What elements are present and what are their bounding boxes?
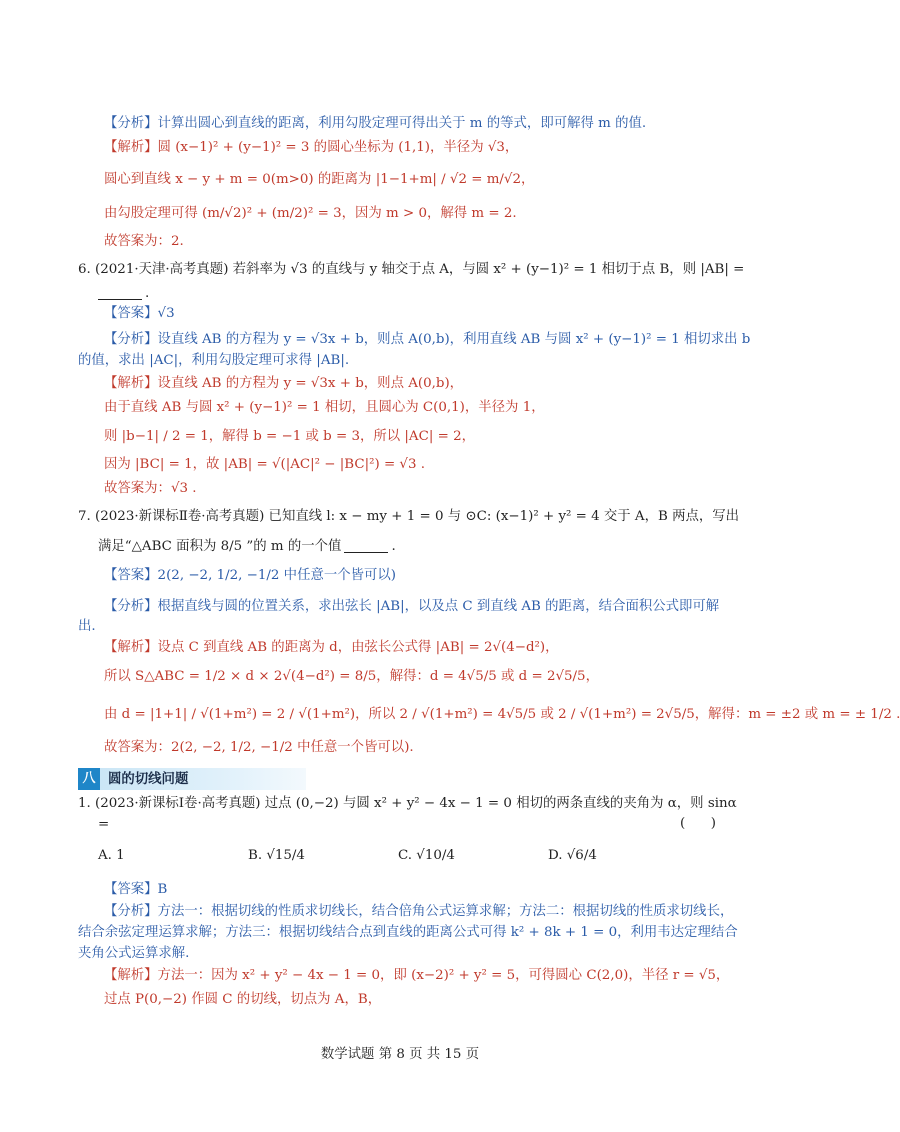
analysis-line: 【分析】根据直线与圆的位置关系，求出弦长 |AB|，以及点 C 到直线 AB 的距离，结合面积公式即可解 (104, 599, 720, 614)
choice-d: D. √6/4 (548, 848, 597, 863)
analysis-line: 结合余弦定理运算求解；方法三：根据切线结合点到直线的距离公式可得 k² + 8k + 1 = 0，利用韦达定理结合 (78, 925, 738, 940)
solution-line: 【解析】圆 (x−1)² + (y−1)² = 3 的圆心坐标为 (1,1)，半径为 √3， (104, 140, 519, 155)
question-1-text: 1. (2023·新课标Ⅰ卷·高考真题) 过点 (0,−2) 与圆 x² + y² − 4x − 1 = 0 相切的两条直线的夹角为 α，则 sinα (78, 796, 737, 811)
analysis-line: 【分析】计算出圆心到直线的距离，利用勾股定理可得出关于 m 的等式，即可解得 m 的值. (104, 116, 647, 131)
solution-line: 故答案为：2. (104, 234, 184, 249)
answer-parentheses: ( ) (680, 816, 716, 831)
answer-line: 【答案】2(2, −2, 1/2, −1/2 中任意一个皆可以) (104, 568, 397, 583)
solution-line: 因为 |BC| = 1，故 |AB| = √(|AC|² − |BC|²) = √3 . (104, 457, 425, 472)
solution-line: 故答案为：2(2, −2, 1/2, −1/2 中任意一个皆可以). (104, 740, 414, 755)
choice-c: C. √10/4 (398, 848, 455, 863)
page-footer: 数学试题 第 8 页 共 15 页 (320, 1047, 480, 1062)
solution-line: 由于直线 AB 与圆 x² + (y−1)² = 1 相切，且圆心为 C(0,1)，半径为 1， (104, 400, 545, 415)
solution-line: 【解析】设点 C 到直线 AB 的距离为 d，由弦长公式得 |AB| = 2√(4−d²)， (104, 640, 559, 655)
solution-line: 圆心到直线 x − y + m = 0(m>0) 的距离为 |1−1+m| / √2 = m/√2， (104, 172, 535, 187)
section-header (78, 768, 306, 790)
choice-a: A. 1 (98, 848, 125, 863)
analysis-line: 【分析】设直线 AB 的方程为 y = √3x + b，则点 A(0,b)，利用直线 AB 与圆 x² + (y−1)² = 1 相切求出 b (104, 332, 751, 347)
solution-line: 故答案为：√3 . (104, 481, 197, 496)
solution-line: 则 |b−1| / 2 = 1，解得 b = −1 或 b = 3，所以 |AC| = 2， (104, 429, 475, 444)
section-title: 圆的切线问题 (108, 771, 189, 787)
question-7-text: 7. (2023·新课标Ⅱ卷·高考真题) 已知直线 l: x − my + 1 = 0 与 ⊙C: (x−1)² + y² = 4 交于 A，B 两点，写出 (78, 509, 740, 524)
analysis-line: 【分析】方法一：根据切线的性质求切线长，结合倍角公式运算求解；方法二：根据切线的性质求切线长， (104, 904, 734, 919)
solution-line: 【解析】方法一：因为 x² + y² − 4x − 1 = 0，即 (x−2)² + y² = 5，可得圆心 C(2,0)，半径 r = √5， (104, 968, 730, 983)
question-6-text: 6. (2021·天津·高考真题) 若斜率为 √3 的直线与 y 轴交于点 A，与圆 x² + (y−1)² = 1 相切于点 B，则 |AB| = (78, 262, 745, 277)
analysis-line: 的值，求出 |AC|，利用勾股定理可求得 |AB|. (78, 353, 350, 368)
solution-line: 【解析】设直线 AB 的方程为 y = √3x + b，则点 A(0,b)， (104, 376, 464, 391)
question-1-text: = (98, 817, 110, 832)
solution-line: 由勾股定理可得 (m/√2)² + (m/2)² = 3，因为 m > 0，解得 m = 2. (104, 206, 517, 221)
answer-blank: . (98, 284, 149, 304)
solution-line: 由 d = |1+1| / √(1+m²) = 2 / √(1+m²)，所以 2 / √(1+m²) = 4√5/5 或 2 / √(1+m²) = 2√5/5，解得：m = ±2 或 m = ± 1/2 . (104, 707, 900, 722)
answer-line: 【答案】B (104, 882, 168, 897)
solution-line: 所以 S△ABC = 1/2 × d × 2√(4−d²) = 8/5，解得：d = 4√5/5 或 d = 2√5/5， (104, 669, 599, 684)
section-number: 八 (78, 768, 100, 790)
analysis-line: 出. (78, 619, 96, 634)
solution-line: 过点 P(0,−2) 作圆 C 的切线，切点为 A，B， (104, 992, 382, 1007)
choice-b: B. √15/4 (248, 848, 305, 863)
analysis-line: 夹角公式运算求解. (78, 946, 190, 961)
question-7-text: 满足“△ABC 面积为 8/5 ”的 m 的一个值 . (98, 539, 396, 554)
answer-line: 【答案】√3 (104, 306, 175, 321)
